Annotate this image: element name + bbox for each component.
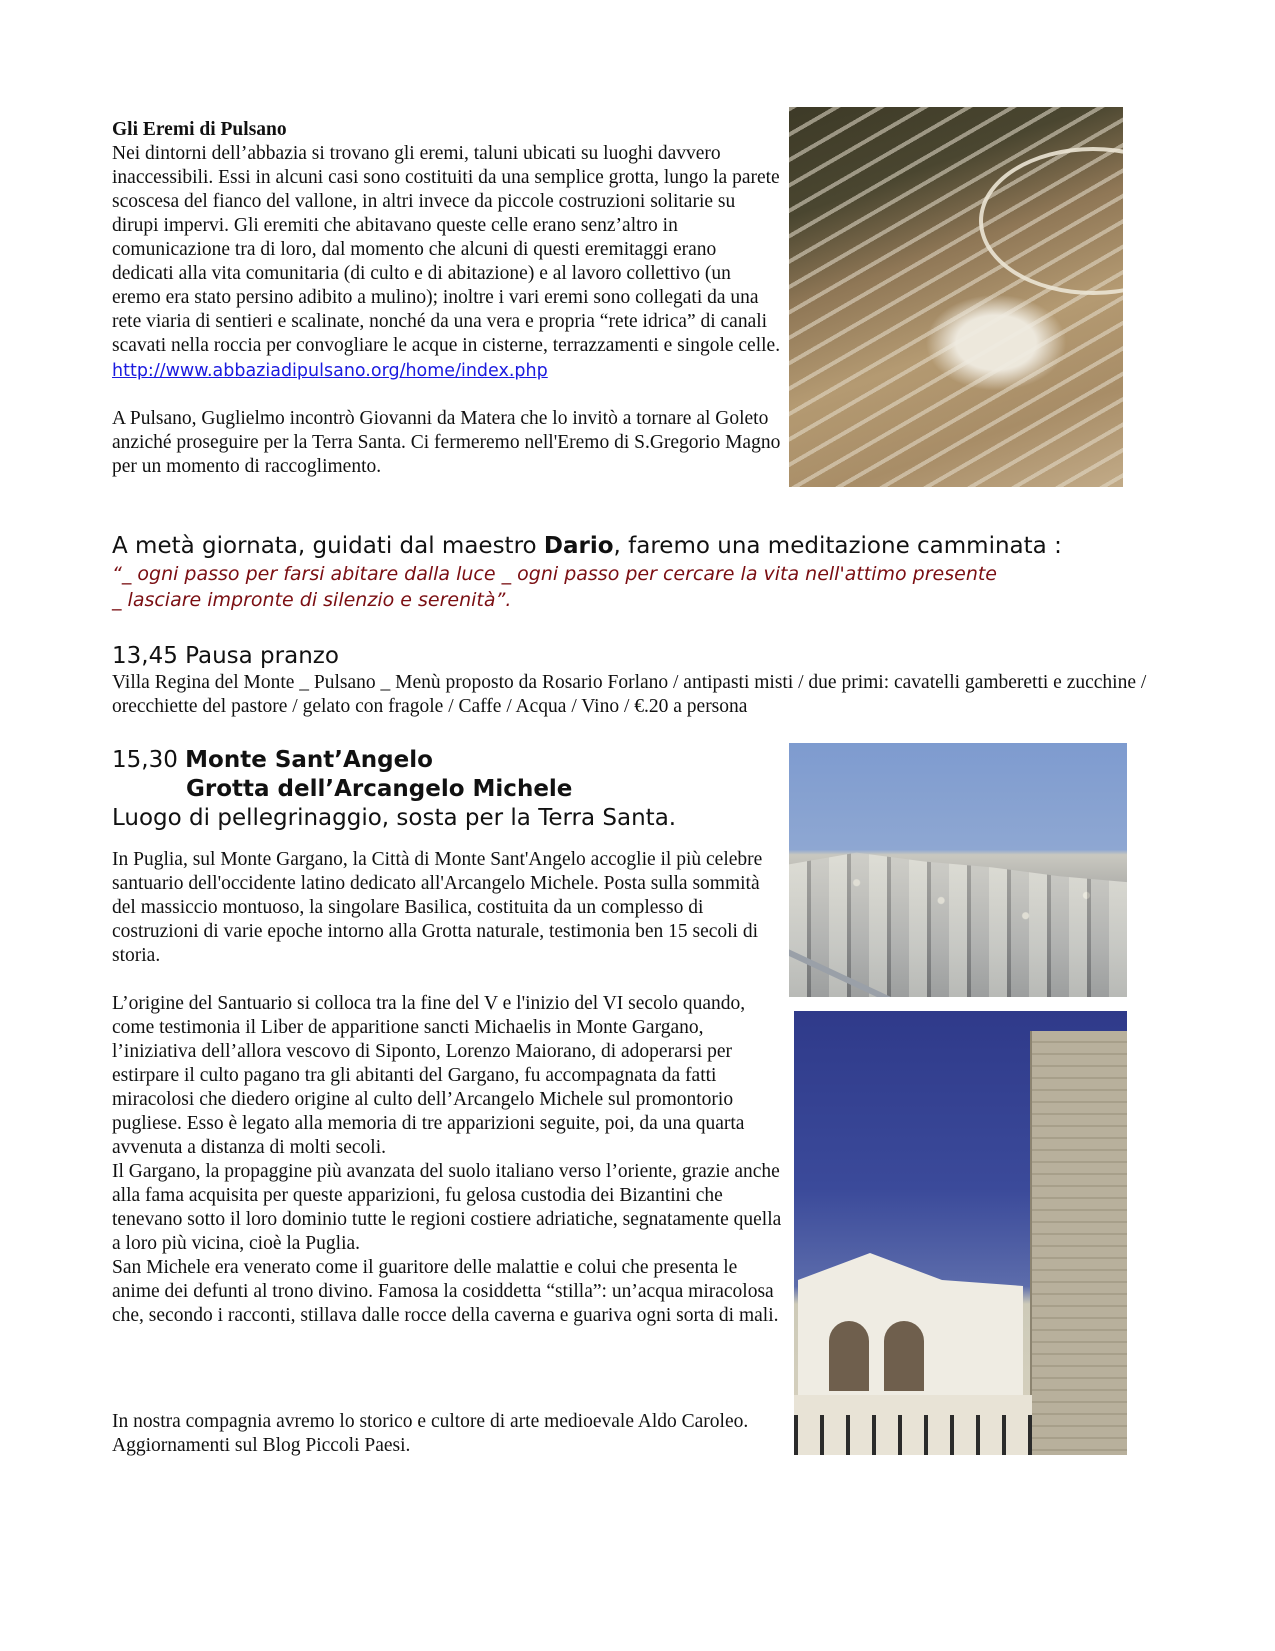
eremi-photo xyxy=(789,107,1123,487)
monte-section xyxy=(112,746,782,1328)
lunch-menu: Villa Regina del Monte _ Pulsano _ Menù proposto da Rosario Forlano / antipasti misti / due primi: cavatelli gamberetti e zucchine / orecchiette del pastore / gelato con fragole / Caffe / Acqua / Vino / €.20 a persona xyxy=(112,672,1147,717)
spacer xyxy=(112,383,782,407)
photo-arch-detail xyxy=(884,1321,924,1391)
eremi-paragraph: Nei dintorni dell’abbazia si trovano gli eremi, taluni ubicati su luoghi davvero inaccessibili. Essi in alcuni casi sono costituiti da una semplice grotta, lungo la parete scoscesa del fianco del vallone, in altri invece da piccole costruzioni solitarie su dirupi impervi. Gli eremiti che abitavano queste celle erano senz’altro in comunicazione tra di loro, dal momento che alcuni di questi eremitaggi erano dedicati alla vita comunitaria (di culto e di abitazione) e al lavoro collettivo (un eremo era stato persino adibito a mulino); inoltre i vari eremi sono collegati da una rete viaria di sentieri e scalinate, nonché da una vera e propria “rete idrica” di canali scavati nella roccia per convogliare le acque in cisterne, terrazzamenti e singole celle. xyxy=(112,143,781,356)
eremi-title: Gli Eremi di Pulsano xyxy=(112,119,287,140)
monte-paragraph-3: Il Gargano, la propaggine più avanzata del suolo italiano verso l’oriente, grazie anche alla fama acquisita per queste apparizioni, fu gelosa custodia dei Bizantini che tenevano sotto il loro dominio tutte le regioni costiere adriatiche, segnatamente quella a loro più vicina, cioè la Puglia. xyxy=(112,1161,782,1254)
monte-heading xyxy=(112,746,782,775)
abbazia-link[interactable]: http://www.abbaziadipulsano.org/home/index.php xyxy=(112,361,548,381)
lunch-section xyxy=(112,641,1172,719)
monte-paragraph-2: L’origine del Santuario si colloca tra la fine del V e l'inizio del VI secolo quando, come testimonia il Liber de apparitione sancti Michaelis in Monte Gargano, l’iniziativa dell’allora vescovo di Siponto, Lorenzo Maiorano, di adoperarsi per estirpare il culto pagano tra gli abitanti del Gargano, fu accompagnata da fatti miracolosi che diedero origine al culto dell’Arcangelo Michele sul promontorio pugliese. Esso è legato alla memoria di tre apparizioni seguite, poi, da una quarta avvenuta a distanza di molti secoli. xyxy=(112,993,746,1158)
monte-time: 15,30 xyxy=(112,747,186,773)
photo-fence-detail xyxy=(794,1415,1032,1455)
meditation-quote-line-1: “_ ogni passo per farsi abitare dalla luce _ ogni passo per cercare la vita nell'attimo presente xyxy=(112,563,997,585)
grotta-title: Grotta dell’Arcangelo Michele xyxy=(186,776,573,802)
meditation-lead xyxy=(112,531,1172,561)
lunch-heading: 13,45 Pausa pranzo xyxy=(112,643,339,669)
eremi-paragraph-2: A Pulsano, Guglielmo incontrò Giovanni da Matera che lo invitò a tornare al Goleto anziché proseguire per la Terra Santa. Ci fermeremo nell'Eremo di S.Gregorio Magno per un momento di raccoglimento. xyxy=(112,408,781,477)
basilica-photo xyxy=(794,1011,1127,1455)
monte-paragraph-4: San Michele era venerato come il guaritore delle malattie e colui che presenta le anime dei defunti al trono divino. Famosa la cosiddetta “stilla”: un’acqua miracolosa che, secondo i racconti, stillava dalle rocce della caverna e guariva ogni sorta di mali. xyxy=(112,1257,779,1326)
meditation-quote-line-2: _ lasciare impronte di silenzio e serenità”. xyxy=(112,589,512,611)
monte-title: Monte Sant’Angelo xyxy=(185,747,433,773)
meditation-lead-tail: , faremo una meditazione camminata : xyxy=(613,533,1062,559)
closing-paragraph: In nostra compagnia avremo lo storico e cultore di arte medioevale Aldo Caroleo. Aggiornamenti sul Blog Piccoli Paesi. xyxy=(112,1411,749,1456)
meditation-section xyxy=(112,531,1172,613)
monte-body xyxy=(112,848,782,1328)
meditation-lead-text: A metà giornata, guidati dal maestro xyxy=(112,533,544,559)
maestro-name: Dario xyxy=(543,533,614,559)
eremi-section xyxy=(112,118,782,479)
town-photo xyxy=(789,743,1127,997)
spacer xyxy=(112,968,782,992)
photo-arch-detail xyxy=(829,1321,869,1391)
photo-road-detail xyxy=(979,147,1123,295)
monte-subtitle: Luogo di pellegrinaggio, sosta per la Terra Santa. xyxy=(112,805,677,831)
photo-tower-detail xyxy=(1030,1031,1127,1455)
monte-paragraph-1: In Puglia, sul Monte Gargano, la Città di Monte Sant'Angelo accoglie il più celebre santuario dell'occidente latino dedicato all'Arcangelo Michele. Posta sulla sommità del massiccio montuoso, la singolare Basilica, costituita da un complesso di costruzioni di varie epoche intorno alla Grotta naturale, testimonia ben 15 secoli di storia. xyxy=(112,849,763,966)
